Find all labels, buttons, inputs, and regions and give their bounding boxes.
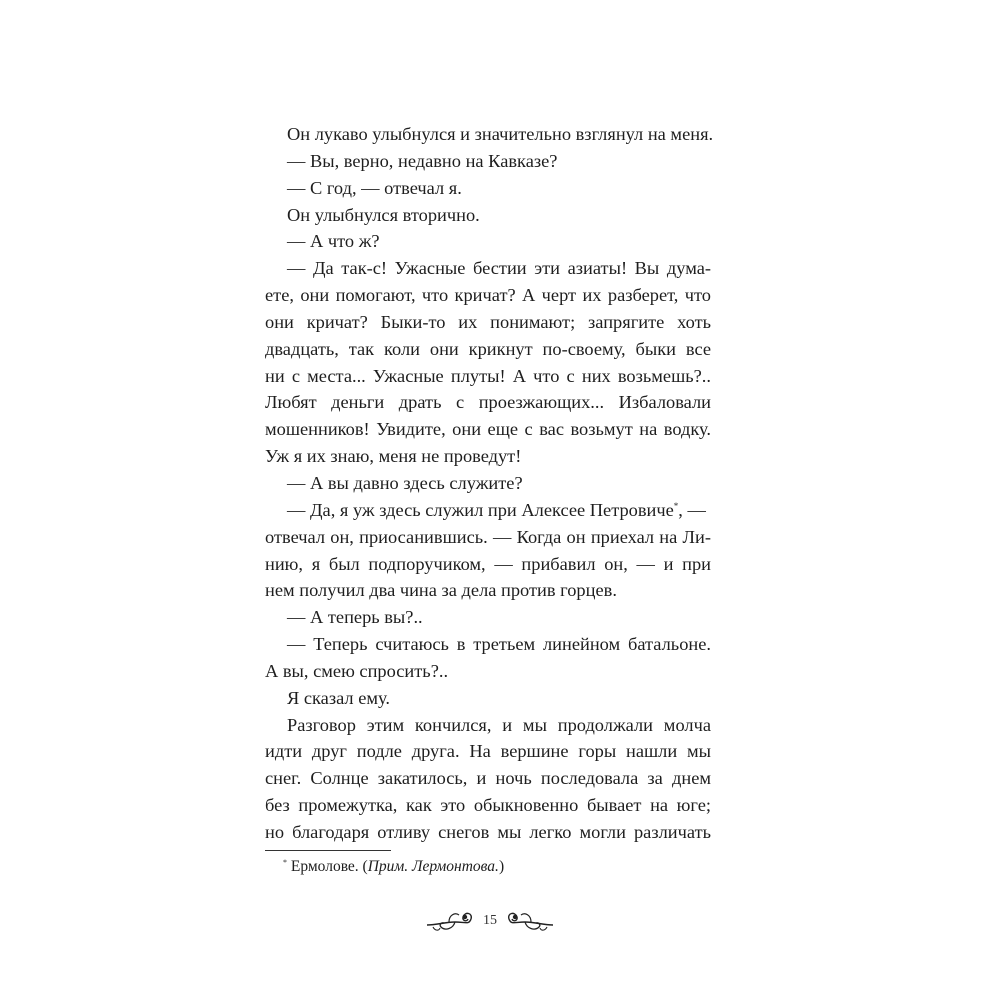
text-line-content: — С год, — отвечал я.	[287, 177, 462, 198]
text-line-content: снег. Солнце закатилось, и ночь последовала за днем	[265, 768, 711, 789]
right-flourish-icon	[503, 905, 555, 939]
text-line	[265, 470, 711, 497]
text-line	[265, 604, 711, 631]
text-line-content: — Да так-с! Ужасные бестии эти азиаты! Вы дума-	[287, 258, 711, 279]
text-line	[265, 309, 711, 336]
text-line-content: Я сказал ему.	[287, 687, 390, 708]
text-line	[265, 148, 711, 175]
text-line-content: мошенников! Увидите, они еще с вас возьмут на водку.	[265, 419, 711, 440]
text-line	[265, 712, 711, 739]
text-line	[265, 524, 711, 551]
text-line	[265, 202, 711, 229]
text-line	[265, 389, 711, 416]
text-line-content: двадцать, так коли они крикнут по-своему, быки все	[265, 338, 711, 359]
text-line-tail: , —	[678, 499, 706, 520]
body-text	[265, 121, 714, 846]
text-line	[265, 497, 711, 524]
text-line	[265, 255, 711, 282]
text-line	[265, 336, 711, 363]
text-line-content: А вы, смею спросить?..	[265, 660, 449, 681]
footnote-close: )	[498, 858, 505, 875]
text-line-content: идти друг подле друга. На вершине горы нашли мы	[265, 741, 711, 762]
text-line-content: нем получил два чина за дела против горцев.	[265, 580, 617, 601]
footnote-text: Ермолове. (	[290, 858, 368, 875]
text-line-content: — Да, я уж здесь служил при Алексее Петровиче	[287, 499, 674, 520]
text-line-content: — А теперь вы?..	[287, 607, 423, 628]
text-line-content: Уж я их знаю, меня не проведут!	[265, 446, 522, 467]
text-line	[265, 363, 711, 390]
text-line-content: отвечал он, приосанившись. — Когда он приехал на Ли-	[265, 526, 711, 547]
text-line-content: — Вы, верно, недавно на Кавказе?	[287, 150, 558, 171]
text-line	[265, 416, 711, 443]
text-line	[265, 765, 711, 792]
text-line-content: Любят деньги драть с проезжающих... Избаловали	[265, 392, 711, 413]
footnote-mark: *	[283, 858, 287, 867]
text-line	[265, 175, 711, 202]
text-line	[265, 443, 711, 470]
text-line-content: Он улыбнулся вторично.	[287, 204, 480, 225]
text-line-content: — А что ж?	[287, 231, 380, 252]
footnote	[283, 856, 504, 878]
text-line	[265, 577, 711, 604]
text-line-content: без промежутка, как это обыкновенно бывает на юге;	[265, 795, 711, 816]
text-line-content: Он лукаво улыбнулся и значительно взглянул на меня.	[287, 124, 714, 144]
text-line-content: — Теперь считаюсь в третьем линейном батальоне.	[287, 634, 711, 655]
text-line	[265, 282, 711, 309]
text-line-content: нию, я был подпоручиком, — прибавил он, — и при	[265, 553, 711, 574]
text-line-content: Разговор этим кончился, и мы продолжали молча	[287, 714, 711, 735]
text-line	[265, 685, 711, 712]
footnote-divider	[265, 850, 391, 851]
text-line	[265, 121, 714, 148]
text-line	[265, 792, 711, 819]
page-number: 15	[483, 913, 497, 928]
text-line	[265, 228, 711, 255]
footnote-reference[interactable]: *	[673, 500, 679, 511]
left-flourish-icon	[425, 905, 477, 939]
text-line-content: — А вы давно здесь служите?	[287, 472, 523, 493]
page-footer	[425, 905, 555, 941]
text-line-content: ни с места... Ужасные плуты! А что с них возьмешь?..	[265, 365, 711, 386]
text-line	[265, 819, 711, 846]
text-line-content: ете, они помогают, что кричат? А черт их разберет, что	[265, 285, 711, 306]
text-line-content: они кричат? Быки-то их понимают; запрягите хоть	[265, 311, 711, 332]
text-line	[265, 658, 711, 685]
text-line-content: но благодаря отливу снегов мы легко могли различать	[265, 821, 711, 842]
text-line	[265, 738, 711, 765]
text-line	[265, 631, 711, 658]
footnote-attribution: Прим. Лермонтова.	[367, 858, 499, 875]
text-line	[265, 551, 711, 578]
